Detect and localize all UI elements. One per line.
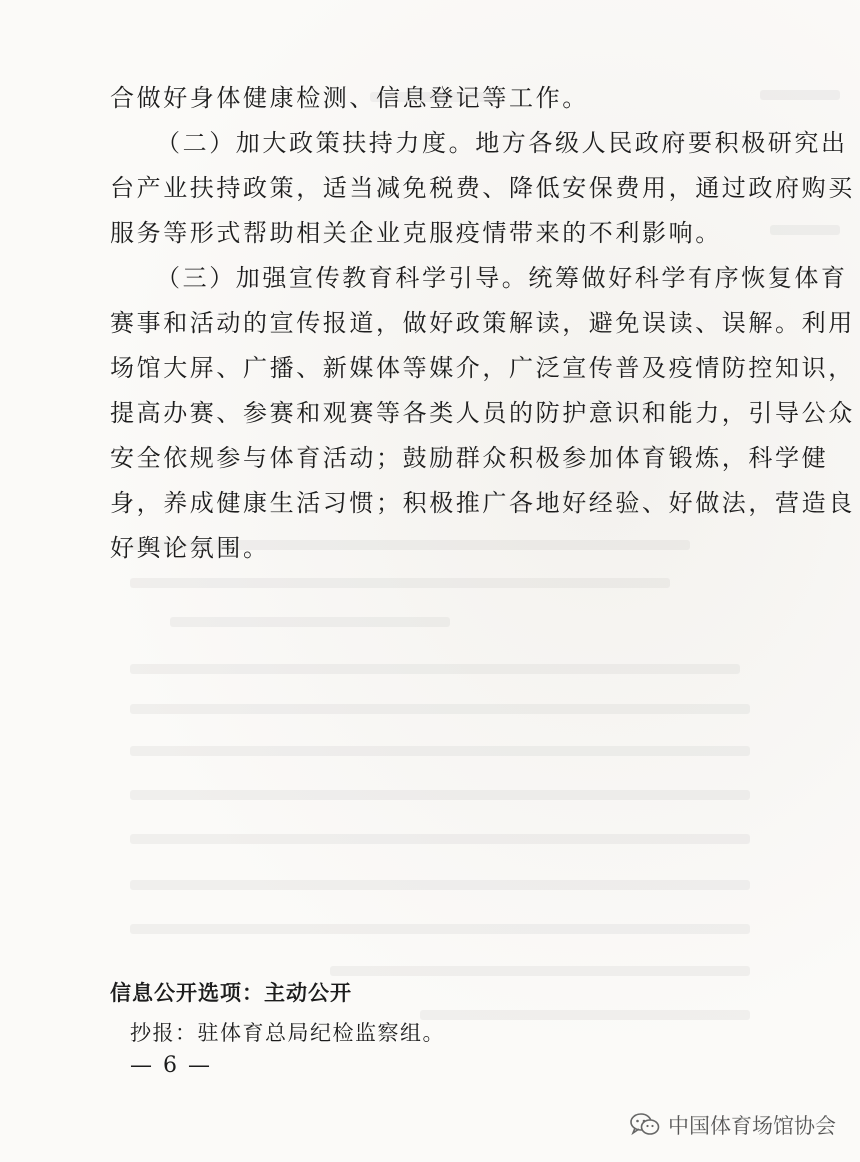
paragraph-heading-line: （三）加强宣传教育科学引导。统筹做好科学有序恢复体育 [156, 264, 848, 292]
paragraph-line: 服务等形式帮助相关企业克服疫情带来的不利影响。 [110, 219, 722, 247]
paragraph-line: 合做好身体健康检测、信息登记等工作。 [110, 84, 589, 112]
paragraph-line: 场馆大屏、广播、新媒体等媒介，广泛宣传普及疫情防控知识， [110, 354, 855, 382]
paragraph-line: 提高办赛、参赛和观赛等各类人员的防护意识和能力，引导公众 [110, 399, 855, 427]
paragraph-heading-line: （二）加大政策扶持力度。地方各级人民政府要积极研究出 [156, 129, 848, 157]
paragraph-line: 身，养成健康生活习惯；积极推广各地好经验、好做法，营造良 [110, 489, 855, 517]
paragraph-line: 赛事和活动的宣传报道，做好政策解读，避免误读、误解。利用 [110, 309, 855, 337]
page-number: — 6 — [130, 1053, 212, 1078]
paragraph-line: 台产业扶持政策，适当减免税费、降低安保费用，通过政府购买 [110, 174, 855, 202]
watermark [630, 1110, 836, 1140]
wechat-icon [630, 1112, 660, 1138]
disclosure-option: 信息公开选项：主动公开 [110, 981, 352, 1005]
paragraph-line: 好舆论氛围。 [110, 534, 270, 562]
watermark-text: 中国体育场馆协会 [668, 1114, 836, 1138]
cc-line: 抄报：驻体育总局纪检监察组。 [130, 1021, 445, 1045]
paragraph-line: 安全依规参与体育活动；鼓励群众积极参加体育锻炼，科学健 [110, 444, 829, 472]
